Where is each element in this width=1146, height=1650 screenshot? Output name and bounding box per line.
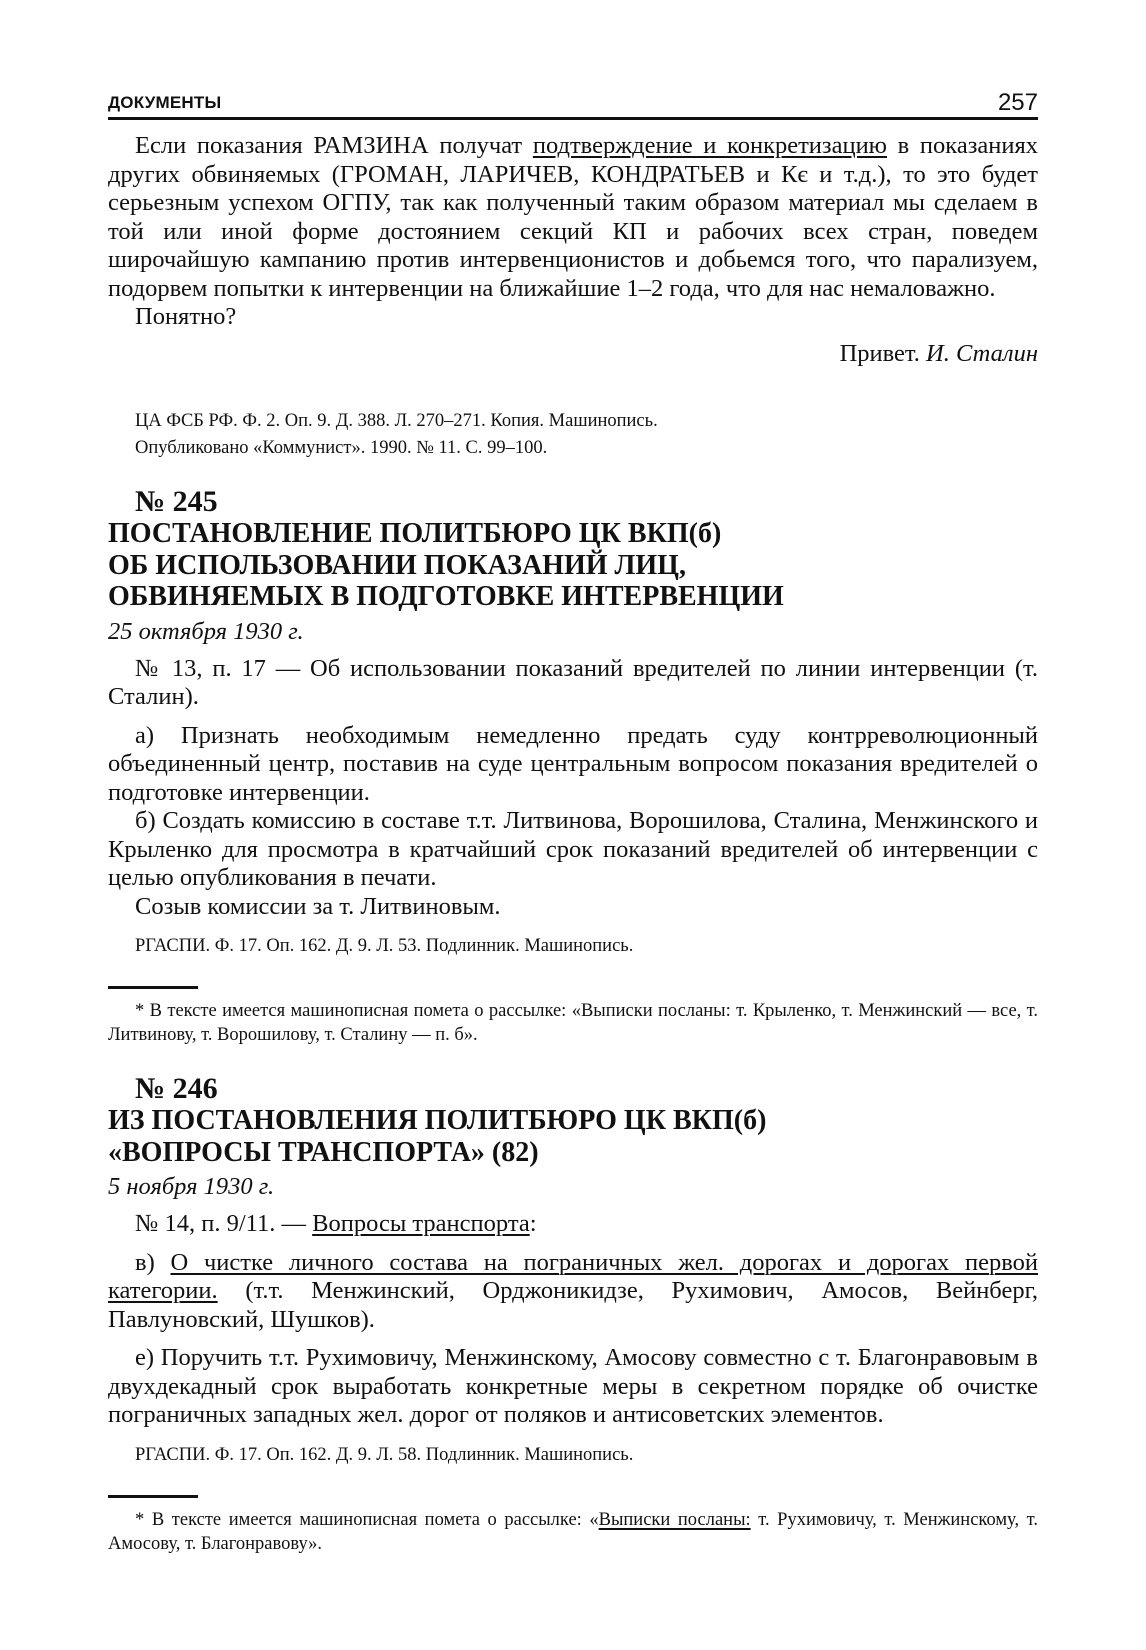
item-b: б) Создать комиссию в составе т.т. Литвинова, Ворошилова, Сталина, Менжинского и Крыленко для просмотра в кратчайший срок показаний вредителей об интервенции с целью опубликования в печати. [108, 807, 1038, 891]
document-number: № 245 [135, 485, 218, 518]
letter-paragraph: Если показания РАМЗИНА получат подтверждение и конкретизацию в показаниях других обвиняемых (ГРОМАН, ЛАРИЧЕВ, КОНДРАТЬЕВ и Кє и т.д.), то это будет серьезным успехом ОГПУ, так как полученный таким образом материал мы сделаем в той или иной форме достоянием секций КП и рабочих всех стран, поведем широчайшую кампанию против интервенционистов и добьемся того, что парализуем, подорвем попытки к интервенции на ближайшие 1–2 года, что для нас немаловажно. [108, 132, 1038, 302]
document-title-line: ОБ ИСПОЛЬЗОВАНИИ ПОКАЗАНИЙ ЛИЦ, [108, 549, 686, 581]
section-title: ДОКУМЕНТЫ [108, 93, 222, 112]
document-intro: № 14, п. 9/11. — Вопросы транспорта: [135, 1210, 537, 1237]
document-245 [108, 486, 1038, 1047]
underlined-text: О чистке личного состава на пограничных жел. дорогах и дорогах первой категории. [108, 1248, 1038, 1304]
archival-source: РГАСПИ. Ф. 17. Оп. 162. Д. 9. Л. 53. Подлинник. Машинопись. [135, 936, 634, 956]
letter-question: Понятно? [135, 303, 237, 330]
document-intro: № 13, п. 17 — Об использовании показаний вредителей по линии интервенции (т. Сталин). [108, 654, 1038, 710]
document-date: 25 октября 1930 г. [108, 617, 304, 645]
document-title-line: ИЗ ПОСТАНОВЛЕНИЯ ПОЛИТБЮРО ЦК ВКП(б) [108, 1105, 767, 1136]
underlined-text: Выписки посланы: [598, 1509, 751, 1530]
archival-source: РГАСПИ. Ф. 17. Оп. 162. Д. 9. Л. 58. Подлинник. Машинопись. [135, 1444, 634, 1465]
footnote: * В тексте имеется машинописная помета о рассылке: «Выписки посланы: т. Рухимовичу, т. Менжинскому, т. Амосову, т. Благонравову». [108, 1509, 1038, 1554]
document-date: 5 ноября 1930 г. [108, 1173, 275, 1200]
footnote-divider [108, 1495, 198, 1498]
underlined-text: подтверждение и конкретизацию [532, 132, 887, 159]
footnote: * В тексте имеется машинописная помета о рассылке: «Выписки посланы: т. Крыленко, т. Менжинский — все, т. Литвинову, т. Ворошилову, т. Сталину — п. б». [108, 1001, 1038, 1045]
footnote-divider [108, 986, 198, 989]
item-e: е) Поручить т.т. Рухимовичу, Менжинскому, Амосову совместно с т. Благонравовым в двухдекадный срок выработать конкретные меры в секретном порядке об очистке пограничных западных жел. дорог от поляков и антисоветских элементов. [108, 1344, 1038, 1428]
letter-continuation [108, 132, 1038, 462]
signature-name: И. Сталин [926, 339, 1038, 367]
document-title-line: «ВОПРОСЫ ТРАНСПОРТА» (82) [108, 1136, 539, 1168]
document-number: № 246 [135, 1072, 218, 1105]
running-head [108, 89, 1038, 120]
page-number: 257 [997, 89, 1038, 116]
item-a: а) Признать необходимым немедленно предать суду контрреволюционный объединенный центр, поставив на суде центральным вопросом показания вредителей о подготовке интервенции. [108, 721, 1038, 806]
item-v: в) О чистке личного состава на пограничных жел. дорогах и дорогах первой категории. (т.т. Менжинский, Орджоникидзе, Рухимович, Амосов, Вейнберг, Павлуновский, Шушков). [108, 1248, 1038, 1333]
underlined-text: Вопросы транспорта [312, 1210, 530, 1237]
letter-signature: Привет. И. Сталин [839, 339, 1038, 367]
archival-source: ЦА ФСБ РФ. Ф. 2. Оп. 9. Д. 388. Л. 270–271. Копия. Машинопись. Опубликовано «Коммунист». 1990. № 11. С. 99–100. [135, 411, 658, 458]
document-title-line: ОБВИНЯЕМЫХ В ПОДГОТОВКЕ ИНТЕРВЕНЦИИ [108, 581, 784, 612]
convene-note: Созыв комиссии за т. Литвиновым. [135, 892, 501, 920]
document-title-line: ПОСТАНОВЛЕНИЕ ПОЛИТБЮРО ЦК ВКП(б) [108, 518, 722, 549]
document-page [108, 89, 1038, 1556]
document-246 [108, 1073, 1038, 1556]
